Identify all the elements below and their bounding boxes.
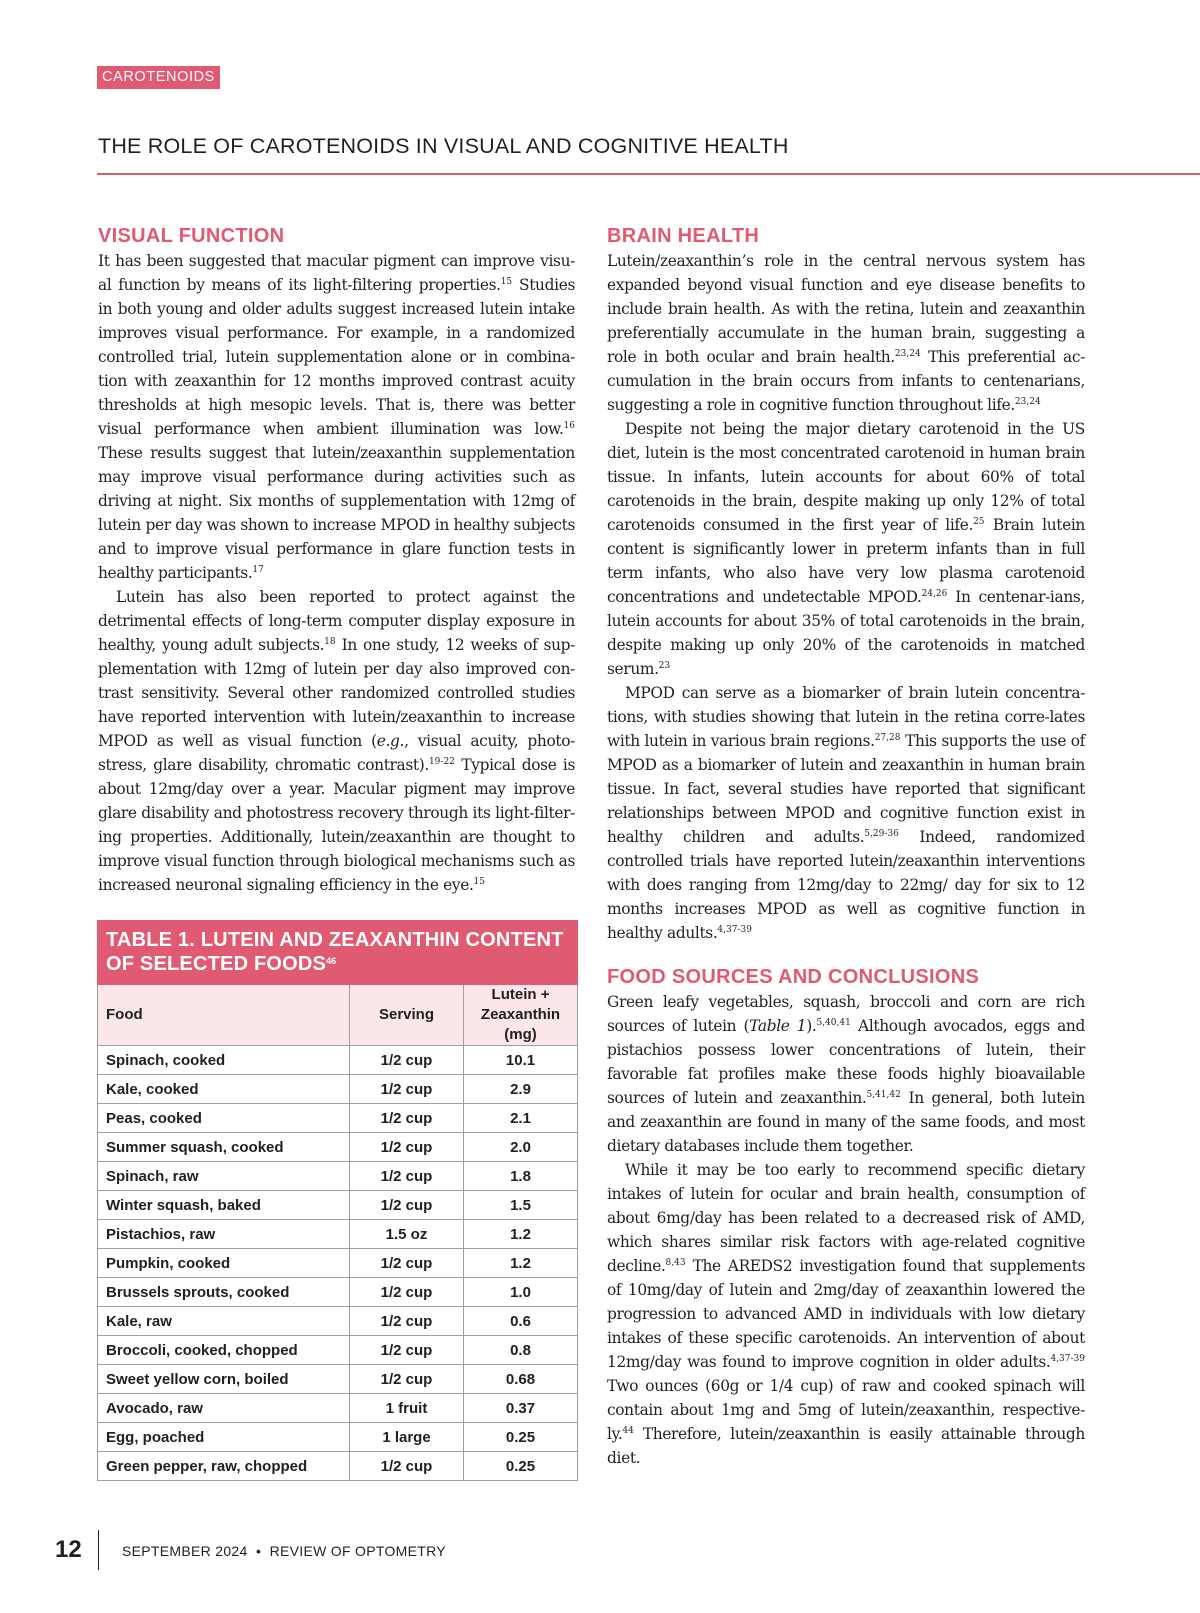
footer-separator: •	[255, 1543, 262, 1559]
food-cell: Kale, raw	[98, 1307, 350, 1336]
citation-ref: 23,24	[894, 349, 921, 359]
food-cell: Broccoli, cooked, chopped	[98, 1336, 350, 1365]
table-header-row	[98, 985, 578, 1046]
citation-ref: 27,28	[874, 733, 901, 743]
citation-ref: 5,29-36	[864, 829, 899, 839]
footer-divider	[98, 1530, 99, 1570]
table-row	[98, 1046, 578, 1075]
footer-publication: REVIEW OF OPTOMETRY	[269, 1543, 446, 1559]
lutein-zeaxanthin-cell: 1.2	[464, 1220, 578, 1249]
citation-ref: 4,37-39	[717, 925, 752, 935]
lutein-zeaxanthin-cell: 1.5	[464, 1191, 578, 1220]
col-header-lz-line2: Zeaxanthin (mg)	[480, 1006, 561, 1043]
citation-ref: 15	[473, 877, 485, 887]
serving-cell: 1/2 cup	[350, 1365, 464, 1394]
food-cell: Kale, cooked	[98, 1075, 350, 1104]
section-gap	[607, 945, 1085, 965]
visual-function-paragraph-2: Lutein has also been reported to protect against the detrimental effects of long-term computer display exposure in healthy, young adult subjects.$^{18}$ In one study, 12 weeks of sup-plementation with 12mg of lutein per day also improved con-trast sensitivity. Several other randomized controlled studies have reported intervention with lutein/zeaxanthin to increase MPOD as well as visual function (e.g., visual acuity, photo-stress, glare disability, chromatic contrast).$^{19-22}$ Typical dose is about 12mg/day over a year. Macular pigment may improve glare disability and photostress recovery through its light-filter-ing properties. Additionally, lutein/zeaxanthin are thought to improve visual function through biological mechanisms such as increased neuronal signaling efficiency in the eye.$^{15}$	[98, 588, 575, 894]
table-row	[98, 1191, 578, 1220]
food-cell: Avocado, raw	[98, 1394, 350, 1423]
citation-ref: 18	[324, 637, 336, 647]
food-cell: Peas, cooked	[98, 1104, 350, 1133]
lutein-zeaxanthin-cell: 0.25	[464, 1423, 578, 1452]
food-table	[97, 985, 578, 1481]
citation-ref: 19-22	[428, 757, 455, 767]
serving-cell: 1 fruit	[350, 1394, 464, 1423]
footer-issue: SEPTEMBER 2024	[122, 1543, 248, 1559]
page-title: THE ROLE OF CAROTENOIDS IN VISUAL AND COGNITIVE HEALTH	[98, 134, 789, 158]
col-header-food: Food	[98, 985, 350, 1046]
table-1-title-ref: 46	[326, 956, 337, 966]
citation-ref: 5,40,41	[816, 1018, 851, 1028]
table-row	[98, 1220, 578, 1249]
table-row	[98, 1336, 578, 1365]
lutein-zeaxanthin-cell: 1.8	[464, 1162, 578, 1191]
table-1-title-text: TABLE 1. LUTEIN AND ZEAXANTHIN CONTENT OF SELECTED FOODS	[106, 929, 564, 975]
lutein-zeaxanthin-cell: 10.1	[464, 1046, 578, 1075]
lutein-zeaxanthin-cell: 0.68	[464, 1365, 578, 1394]
serving-cell: 1/2 cup	[350, 1307, 464, 1336]
lutein-zeaxanthin-cell: 0.8	[464, 1336, 578, 1365]
brain-health-paragraph-2: Despite not being the major dietary carotenoid in the US diet, lutein is the most concentrated carotenoid in human brain tissue. In infants, lutein accounts for about 60% of total carotenoids in the brain, despite making up only 12% of total carotenoids consumed in the first year of life.$^{25}$ Brain lutein content is significantly lower in preterm infants than in full term infants, who also have very low plasma carotenoid concentrations and undetectable MPOD.$^{24,26}$ In centenar-ians, lutein accounts for about 35% of total carotenoids in the brain, despite making up only 20% of the carotenoids in matched serum.$^{23}$	[607, 420, 1085, 678]
table-row	[98, 1133, 578, 1162]
serving-cell: 1/2 cup	[350, 1162, 464, 1191]
italic-text: e.g.	[376, 732, 405, 750]
citation-ref: 25	[973, 517, 985, 527]
serving-cell: 1/2 cup	[350, 1336, 464, 1365]
serving-cell: 1/2 cup	[350, 1104, 464, 1133]
title-divider	[97, 173, 1200, 175]
lutein-zeaxanthin-cell: 1.2	[464, 1249, 578, 1278]
table-row	[98, 1307, 578, 1336]
serving-cell: 1/2 cup	[350, 1191, 464, 1220]
food-sources-heading: FOOD SOURCES AND CONCLUSIONS	[607, 966, 980, 988]
table-row	[98, 1249, 578, 1278]
table-row	[98, 1278, 578, 1307]
serving-cell: 1.5 oz	[350, 1220, 464, 1249]
table-row	[98, 1162, 578, 1191]
italic-text: Table 1	[749, 1017, 807, 1035]
left-column	[98, 224, 575, 897]
serving-cell: 1/2 cup	[350, 1452, 464, 1481]
citation-ref: 44	[622, 1426, 634, 1436]
citation-ref: 4,37-39	[1050, 1354, 1085, 1364]
lutein-zeaxanthin-cell: 0.37	[464, 1394, 578, 1423]
food-cell: Winter squash, baked	[98, 1191, 350, 1220]
brain-health-paragraph-1: Lutein/zeaxanthin’s role in the central nervous system has expanded beyond visual function and eye disease benefits to include brain health. As with the retina, lutein and zeaxanthin preferentially accumulate in the human brain, suggesting a role in both ocular and brain health.$^{23,24}$ This preferential ac-cumulation in the brain occurs from infants to centenarians, suggesting a role in cognitive function throughout life.$^{23,24}$	[607, 252, 1085, 414]
serving-cell: 1/2 cup	[350, 1278, 464, 1307]
food-cell: Summer squash, cooked	[98, 1133, 350, 1162]
food-cell: Spinach, cooked	[98, 1046, 350, 1075]
table-1-title	[97, 920, 578, 985]
citation-ref: 23,24	[1014, 397, 1041, 407]
lutein-zeaxanthin-cell: 2.9	[464, 1075, 578, 1104]
serving-cell: 1/2 cup	[350, 1075, 464, 1104]
serving-cell: 1/2 cup	[350, 1133, 464, 1162]
table-row	[98, 1423, 578, 1452]
food-cell: Pumpkin, cooked	[98, 1249, 350, 1278]
footer-publication-line	[122, 1543, 446, 1559]
lutein-zeaxanthin-cell: 0.25	[464, 1452, 578, 1481]
table-row	[98, 1452, 578, 1481]
page-number: 12	[55, 1536, 82, 1563]
food-cell: Brussels sprouts, cooked	[98, 1278, 350, 1307]
visual-function-paragraph-1: It has been suggested that macular pigment can improve visu-al function by means of its light-filtering properties.$^{15}$ Studies in both young and older adults suggest increased lutein intake improves visual performance. For example, in a randomized controlled trial, lutein supplementation alone or in combina-tion with zeaxanthin for 12 months improved contrast acuity thresholds at high mesopic levels. That is, there was better visual performance when ambient illumination was low.$^{16}$ These results suggest that lutein/zeaxanthin supplementation may improve visual performance during activities such as driving at night. Six months of supplementation with 12mg of lutein per day was shown to increase MPOD in healthy subjects and to improve visual performance in glare function tests in healthy participants.$^{17}$	[98, 252, 575, 582]
lutein-zeaxanthin-cell: 2.1	[464, 1104, 578, 1133]
food-cell: Sweet yellow corn, boiled	[98, 1365, 350, 1394]
table-row	[98, 1394, 578, 1423]
visual-function-heading: VISUAL FUNCTION	[98, 225, 285, 247]
table-row	[98, 1365, 578, 1394]
right-column	[607, 224, 1085, 1470]
citation-ref: 23	[658, 661, 671, 671]
brain-health-paragraph-3: MPOD can serve as a biomarker of brain lutein concentra-tions, with studies showing that lutein in the retina corre-lates with lutein in various brain regions.$^{27,28}$ This supports the use of MPOD as a biomarker of lutein and zeaxanthin in human brain tissue. In fact, several studies have reported that significant relationships between MPOD and cognitive function exist in healthy children and adults.$^{5,29-36}$ Indeed, randomized controlled trials have reported lutein/zeaxanthin interventions with does ranging from 12mg/day to 22mg/ day for six to 12 months increases MPOD as well as cognitive function in healthy adults.$^{4,37-39}$	[607, 684, 1086, 942]
food-cell: Green pepper, raw, chopped	[98, 1452, 350, 1481]
col-header-lutein-zeaxanthin	[464, 985, 578, 1046]
serving-cell: 1/2 cup	[350, 1046, 464, 1075]
serving-cell: 1 large	[350, 1423, 464, 1452]
table-row	[98, 1104, 578, 1133]
lutein-zeaxanthin-cell: 2.0	[464, 1133, 578, 1162]
food-cell: Spinach, raw	[98, 1162, 350, 1191]
citation-ref: 17	[252, 565, 264, 575]
citation-ref: 16	[563, 421, 575, 431]
citation-ref: 5,41,42	[866, 1090, 901, 1100]
lutein-zeaxanthin-cell: 0.6	[464, 1307, 578, 1336]
citation-ref: 15	[500, 277, 513, 287]
table-1	[97, 920, 578, 1481]
serving-cell: 1/2 cup	[350, 1249, 464, 1278]
section-tag: CAROTENOIDS	[97, 66, 220, 89]
lutein-zeaxanthin-cell: 1.0	[464, 1278, 578, 1307]
col-header-lz-line1: Lutein +	[491, 986, 550, 1003]
food-sources-paragraph-2: While it may be too early to recommend specific dietary intakes of lutein for ocular and brain health, consumption of about 6mg/day has been related to a decreased risk of AMD, which shares similar risk factors with age-related cognitive decline.$^{8,43}$ The AREDS2 investigation found that supplements of 10mg/day of lutein and 2mg/day of zeaxanthin lowered the progression to advanced AMD in individuals with low dietary intakes of these specific carotenoids. An intervention of about 12mg/day was found to improve cognition in older adults.$^{4,37-39}$ Two ounces (60g or 1/4 cup) of raw and cooked spinach will contain about 1mg and 5mg of lutein/zeaxanthin, respective-ly.$^{44}$ Therefore, lutein/zeaxanthin is easily attainable through diet.	[607, 1161, 1085, 1467]
citation-ref: 8,43	[665, 1258, 686, 1268]
citation-ref: 24,26	[921, 589, 948, 599]
table-row	[98, 1075, 578, 1104]
table-body	[98, 1046, 578, 1481]
food-cell: Pistachios, raw	[98, 1220, 350, 1249]
food-cell: Egg, poached	[98, 1423, 350, 1452]
brain-health-heading: BRAIN HEALTH	[607, 225, 760, 247]
food-sources-paragraph-1: Green leafy vegetables, squash, broccoli and corn are rich sources of lutein (Table 1).$^{5,40,41}$ Although avocados, eggs and pistachios possess lower concentrations of lutein, their favorable fat profiles make these foods highly bioavailable sources of lutein and zeaxanthin.$^{5,41,42}$ In general, both lutein and zeaxanthin are found in many of the same foods, and most dietary databases include them together.	[607, 993, 1085, 1155]
col-header-serving: Serving	[350, 985, 464, 1046]
